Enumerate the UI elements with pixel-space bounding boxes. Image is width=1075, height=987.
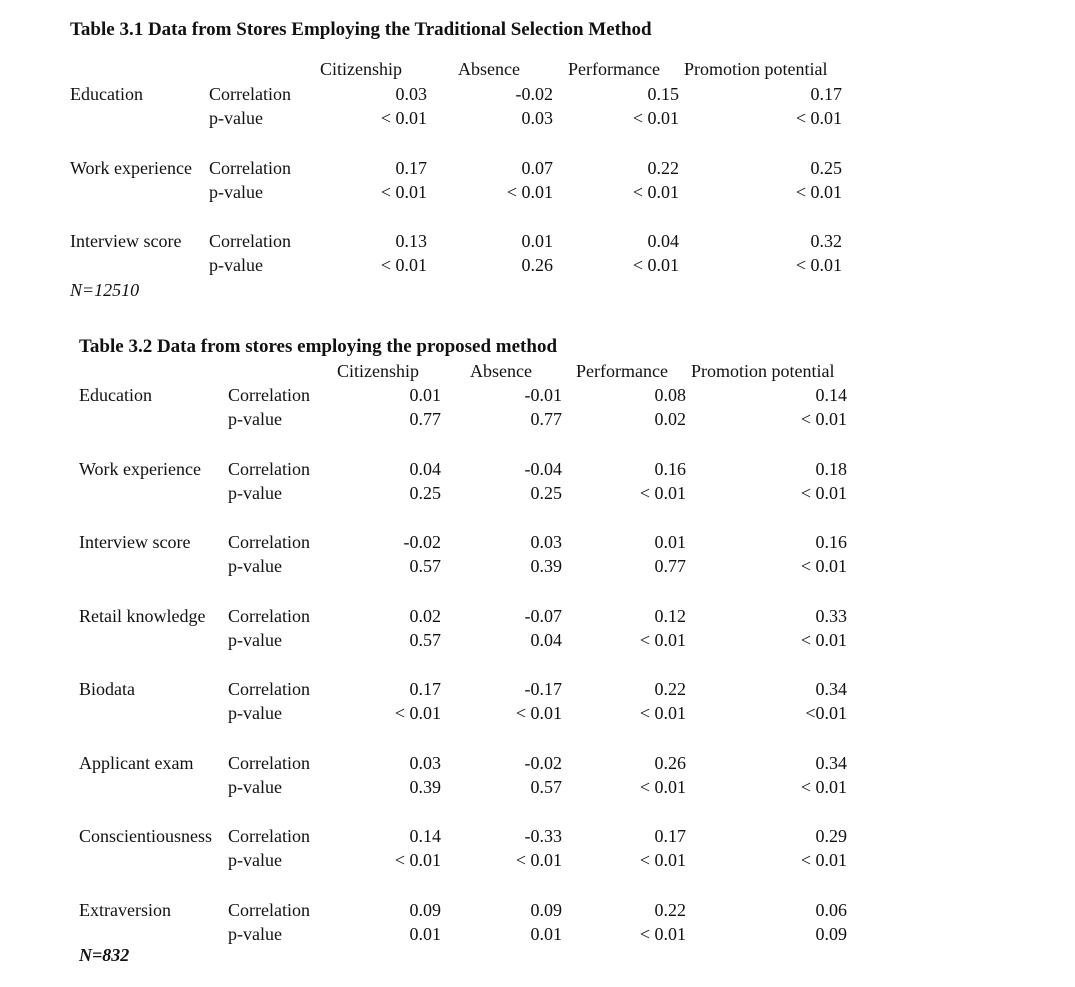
p-value-cell: 0.39 <box>409 776 441 797</box>
correlation-label: Correlation <box>228 385 310 405</box>
row-variable-label: Retail knowledge <box>79 605 206 626</box>
correlation-cell: 0.33 <box>815 605 847 626</box>
correlation-label: Correlation <box>228 899 310 920</box>
correlation-cell: 0.15 <box>647 84 679 104</box>
correlation-cell: 0.02 <box>409 605 441 626</box>
table1-header-promotion: Promotion potential <box>684 59 828 79</box>
p-value-cell: 0.26 <box>521 255 553 275</box>
table2-header-absence: Absence <box>470 361 532 381</box>
correlation-cell: 0.01 <box>654 532 686 552</box>
correlation-label: Correlation <box>228 752 310 773</box>
table2-n-note: N=832 <box>79 945 130 965</box>
correlation-cell: 0.03 <box>530 532 562 552</box>
correlation-label: Correlation <box>228 826 310 846</box>
p-value-cell: 0.01 <box>530 923 562 944</box>
correlation-cell: 0.16 <box>815 532 847 552</box>
p-value-cell: 0.25 <box>409 482 441 503</box>
correlation-cell: 0.22 <box>654 679 686 699</box>
p-value-cell: < 0.01 <box>380 255 427 275</box>
p-value-cell: < 0.01 <box>795 181 842 202</box>
correlation-cell: 0.25 <box>810 157 842 178</box>
row-variable-label: Conscientiousness <box>79 826 212 846</box>
p-value-cell: 0.03 <box>521 108 553 128</box>
correlation-cell: 0.22 <box>654 899 686 920</box>
p-value-cell: < 0.01 <box>394 703 441 723</box>
p-value-cell: < 0.01 <box>515 850 562 870</box>
row-variable-label: Applicant exam <box>79 752 194 773</box>
correlation-cell: 0.26 <box>654 752 686 773</box>
correlation-cell: 0.13 <box>395 231 427 251</box>
correlation-cell: -0.01 <box>524 385 562 405</box>
correlation-cell: 0.17 <box>409 679 441 699</box>
p-value-label: p-value <box>228 482 282 503</box>
p-value-cell: < 0.01 <box>394 850 441 870</box>
p-value-cell: < 0.01 <box>800 409 847 429</box>
correlation-cell: 0.07 <box>521 157 553 178</box>
correlation-cell: 0.22 <box>647 157 679 178</box>
p-value-cell: < 0.01 <box>632 108 679 128</box>
p-value-label: p-value <box>209 181 263 202</box>
p-value-cell: < 0.01 <box>639 850 686 870</box>
p-value-cell: < 0.01 <box>639 703 686 723</box>
correlation-cell: 0.34 <box>815 752 847 773</box>
correlation-cell: 0.03 <box>409 752 441 773</box>
p-value-label: p-value <box>228 409 282 429</box>
p-value-cell: < 0.01 <box>506 181 553 202</box>
p-value-label: p-value <box>228 776 282 797</box>
correlation-cell: -0.33 <box>524 826 562 846</box>
correlation-cell: 0.01 <box>409 385 441 405</box>
table1-header-performance: Performance <box>568 59 660 79</box>
p-value-cell: 0.04 <box>530 629 562 650</box>
p-value-label: p-value <box>228 703 282 723</box>
row-variable-label: Extraversion <box>79 899 171 920</box>
row-variable-label: Biodata <box>79 679 135 699</box>
correlation-cell: -0.02 <box>524 752 562 773</box>
p-value-cell: < 0.01 <box>795 108 842 128</box>
p-value-cell: < 0.01 <box>800 556 847 576</box>
correlation-label: Correlation <box>228 605 310 626</box>
correlation-cell: 0.18 <box>815 458 847 479</box>
p-value-cell: 0.01 <box>409 923 441 944</box>
correlation-cell: 0.09 <box>409 899 441 920</box>
correlation-label: Correlation <box>209 231 291 251</box>
correlation-cell: 0.17 <box>395 157 427 178</box>
p-value-cell: < 0.01 <box>800 629 847 650</box>
p-value-cell: < 0.01 <box>380 181 427 202</box>
correlation-cell: 0.04 <box>647 231 679 251</box>
table1-title: Table 3.1 Data from Stores Employing the Traditional Selection Method <box>70 19 652 40</box>
correlation-cell: 0.17 <box>810 84 842 104</box>
row-variable-label: Work experience <box>70 157 192 178</box>
p-value-cell: 0.02 <box>654 409 686 429</box>
correlation-cell: 0.17 <box>654 826 686 846</box>
p-value-cell: 0.39 <box>530 556 562 576</box>
correlation-cell: -0.02 <box>403 532 441 552</box>
p-value-cell: < 0.01 <box>639 482 686 503</box>
p-value-cell: 0.57 <box>530 776 562 797</box>
row-variable-label: Interview score <box>70 231 182 251</box>
p-value-cell: < 0.01 <box>632 181 679 202</box>
p-value-cell: 0.77 <box>409 409 441 429</box>
correlation-cell: 0.04 <box>409 458 441 479</box>
p-value-cell: < 0.01 <box>800 482 847 503</box>
table1-n-note: N=12510 <box>70 280 140 300</box>
p-value-cell: 0.57 <box>409 629 441 650</box>
p-value-cell: 0.77 <box>654 556 686 576</box>
row-variable-label: Interview score <box>79 532 191 552</box>
correlation-cell: 0.08 <box>654 385 686 405</box>
p-value-cell: 0.09 <box>815 923 847 944</box>
p-value-cell: 0.77 <box>530 409 562 429</box>
p-value-cell: < 0.01 <box>639 923 686 944</box>
table2-header-citizenship: Citizenship <box>337 361 419 381</box>
correlation-cell: 0.06 <box>815 899 847 920</box>
correlation-label: Correlation <box>209 84 291 104</box>
correlation-cell: 0.16 <box>654 458 686 479</box>
p-value-label: p-value <box>209 108 263 128</box>
p-value-cell: < 0.01 <box>380 108 427 128</box>
table1-header-absence: Absence <box>458 59 520 79</box>
p-value-label: p-value <box>228 850 282 870</box>
correlation-cell: 0.12 <box>654 605 686 626</box>
p-value-cell: < 0.01 <box>800 776 847 797</box>
correlation-label: Correlation <box>228 458 310 479</box>
p-value-cell: <0.01 <box>805 703 847 723</box>
p-value-cell: < 0.01 <box>795 255 842 275</box>
row-variable-label: Education <box>70 84 143 104</box>
p-value-cell: < 0.01 <box>515 703 562 723</box>
correlation-cell: 0.34 <box>815 679 847 699</box>
correlation-label: Correlation <box>228 532 310 552</box>
correlation-label: Correlation <box>209 157 291 178</box>
row-variable-label: Education <box>79 385 152 405</box>
correlation-cell: 0.01 <box>521 231 553 251</box>
p-value-cell: < 0.01 <box>632 255 679 275</box>
p-value-label: p-value <box>228 556 282 576</box>
p-value-label: p-value <box>209 255 263 275</box>
correlation-cell: 0.14 <box>409 826 441 846</box>
correlation-cell: 0.03 <box>395 84 427 104</box>
correlation-cell: -0.07 <box>524 605 562 626</box>
correlation-cell: -0.17 <box>524 679 562 699</box>
p-value-label: p-value <box>228 629 282 650</box>
p-value-cell: 0.57 <box>409 556 441 576</box>
table2-title: Table 3.2 Data from stores employing the proposed method <box>79 336 558 357</box>
table2-header-performance: Performance <box>576 361 668 381</box>
table2-header-promotion: Promotion potential <box>691 361 835 381</box>
correlation-label: Correlation <box>228 679 310 699</box>
p-value-cell: < 0.01 <box>800 850 847 870</box>
row-variable-label: Work experience <box>79 458 201 479</box>
correlation-cell: 0.09 <box>530 899 562 920</box>
p-value-label: p-value <box>228 923 282 944</box>
p-value-cell: 0.25 <box>530 482 562 503</box>
correlation-cell: -0.04 <box>524 458 562 479</box>
correlation-cell: -0.02 <box>515 84 553 104</box>
correlation-cell: 0.29 <box>815 826 847 846</box>
p-value-cell: < 0.01 <box>639 629 686 650</box>
table1-header-citizenship: Citizenship <box>320 59 402 79</box>
correlation-cell: 0.14 <box>815 385 847 405</box>
p-value-cell: < 0.01 <box>639 776 686 797</box>
correlation-cell: 0.32 <box>810 231 842 251</box>
